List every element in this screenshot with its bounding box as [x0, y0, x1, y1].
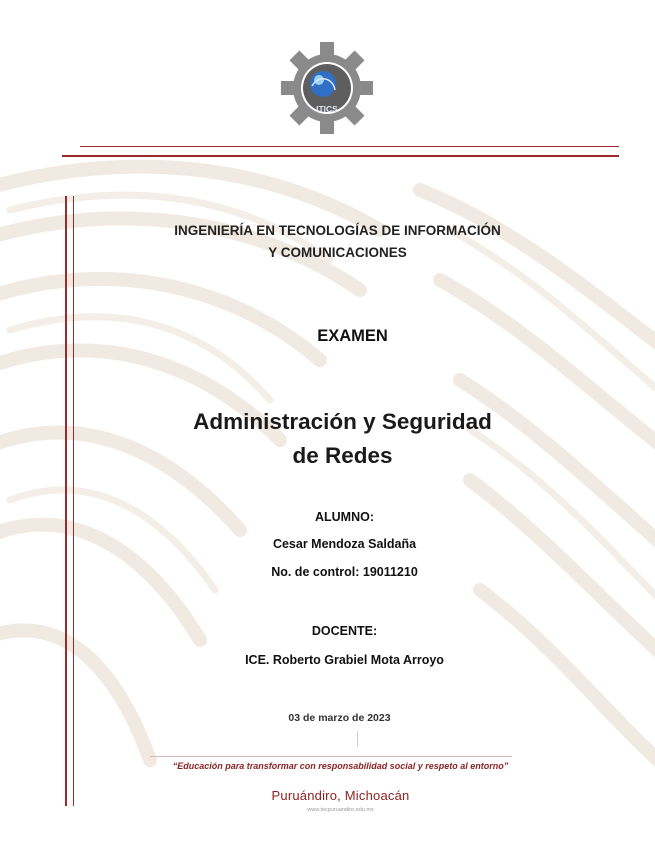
institution-name	[10, 220, 655, 264]
itics-gear-logo-icon	[271, 40, 383, 136]
institution-line-1: INGENIERÍA EN TECNOLOGÍAS DE INFORMACIÓN	[174, 223, 501, 238]
teacher-name: ICE. Roberto Grabiel Mota Arroyo	[245, 653, 444, 667]
date-divider	[357, 731, 358, 747]
header-rule-bottom	[62, 155, 619, 157]
subject-title	[15, 405, 655, 473]
teacher-label: DOCENTE:	[311, 624, 378, 638]
control-number: No. de control: 19011210	[271, 565, 418, 579]
document-date: 03 de marzo de 2023	[288, 712, 391, 724]
student-label: ALUMNO:	[314, 510, 374, 524]
exam-label: EXAMEN	[317, 327, 388, 345]
svg-text:ITICS: ITICS	[316, 104, 338, 114]
student-name: Cesar Mendoza Saldaña	[272, 537, 417, 551]
campus-website: www.tecpuruandiro.edu.mx	[307, 807, 374, 813]
subject-line-1: Administración y Seguridad	[193, 409, 492, 434]
footer-rule	[150, 756, 512, 757]
institutional-motto: “Educación para transformar con responsabilidad social y respeto al entorno”	[172, 761, 509, 771]
header-rule-top	[80, 146, 619, 147]
subject-line-2: de Redes	[292, 443, 393, 468]
campus-location: Puruándiro, Michoacán	[271, 788, 410, 803]
institution-line-2: Y COMUNICACIONES	[268, 245, 407, 260]
